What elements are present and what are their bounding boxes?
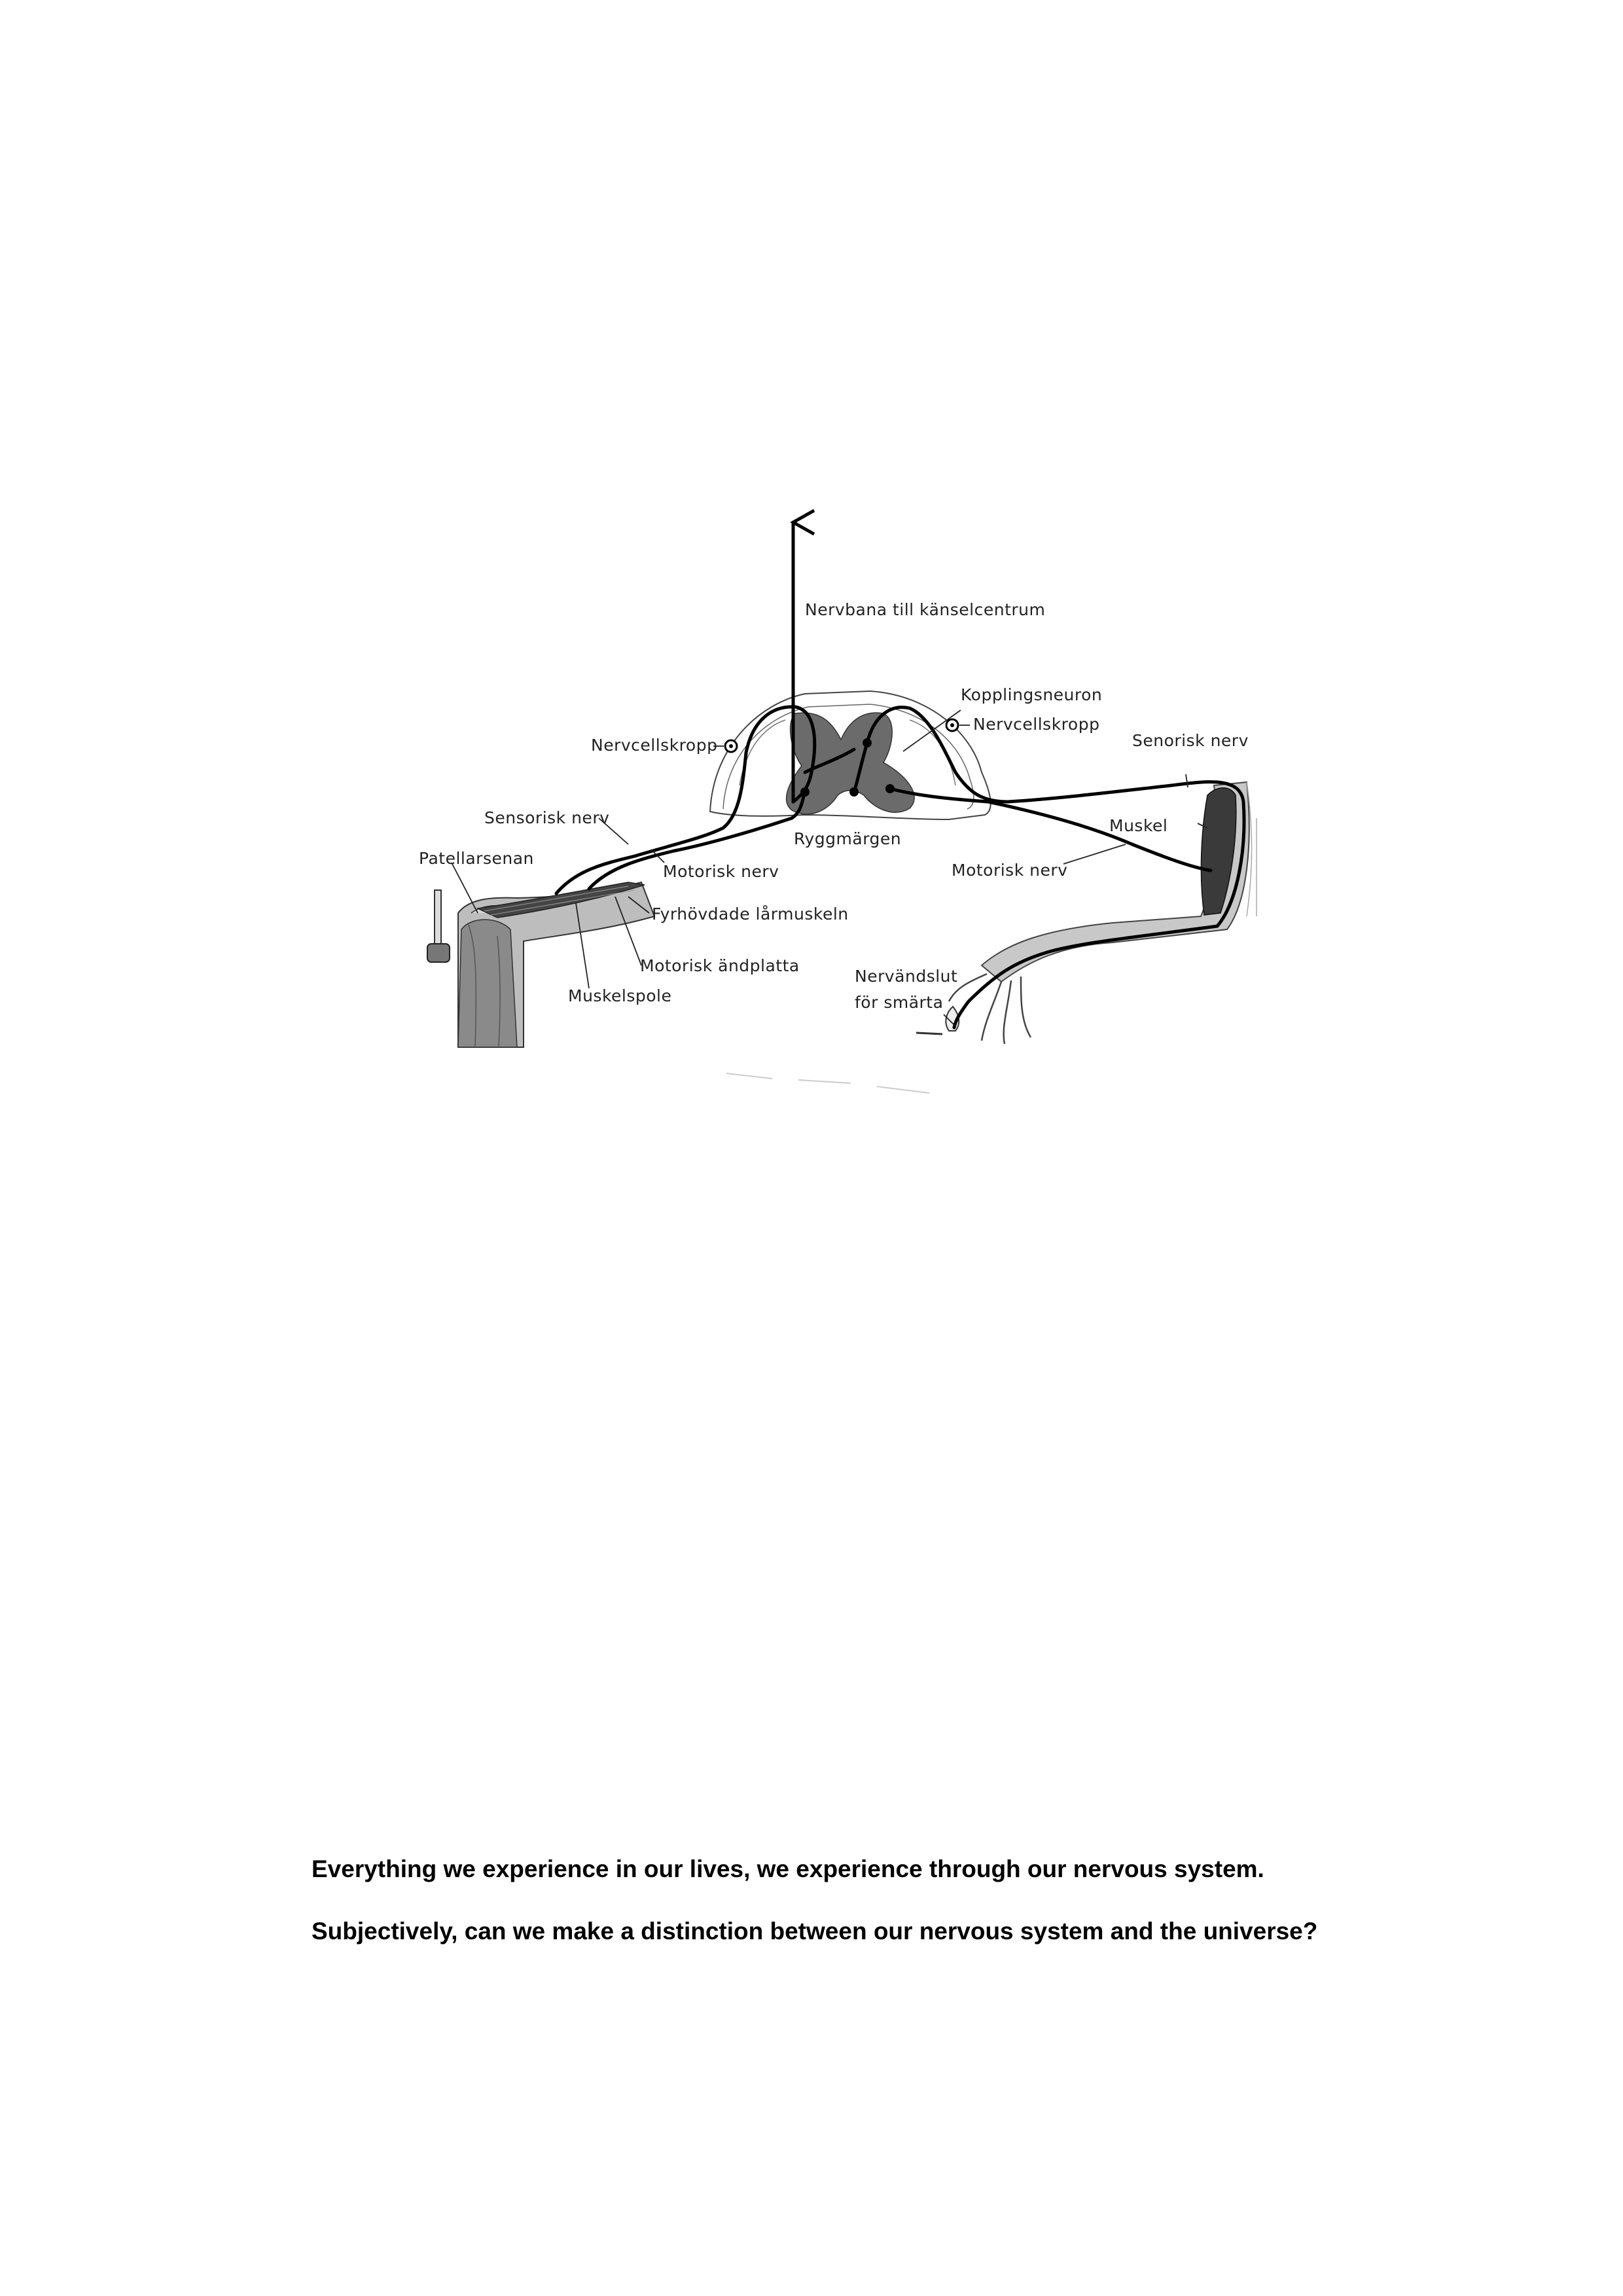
label-fyrhovdade: Fyrhövdade lårmuskeln [652,905,849,924]
leg-illustration [427,882,654,1047]
label-motorisk-nerv-left: Motorisk nerv [663,862,779,881]
label-muskel: Muskel [1109,816,1168,835]
label-motorisk-andplatta: Motorisk ändplatta [640,956,800,975]
label-patellarsenan: Patellarsenan [419,849,534,868]
reflex-hammer-icon [427,890,450,962]
label-sensorisk-nerv: Sensorisk nerv [484,808,610,827]
label-muskelspole: Muskelspole [568,986,672,1005]
scan-artifacts [726,1073,929,1093]
label-nervandslut-1: Nervändslut [855,967,958,986]
label-kopplingsneuron: Kopplingsneuron [961,685,1103,704]
caption-line-1: Everything we experience in our lives, we experience through our nervous system. [312,1856,1264,1882]
label-nervcellskropp-right: Nervcellskropp [973,715,1100,734]
caption-line-2: Subjectively, can we make a distinction between our nervous system and the universe? [312,1918,1318,1945]
label-motorisk-nerv-right: Motorisk nerv [952,861,1068,880]
label-nervcellskropp-left: Nervcellskropp [591,736,718,755]
label-senorisk-nerv: Senorisk nerv [1132,731,1249,750]
label-ryggmargen: Ryggmärgen [794,829,902,848]
label-nervandslut-2: för smärta [855,993,944,1012]
label-nervbana: Nervbana till känselcentrum [805,600,1046,619]
